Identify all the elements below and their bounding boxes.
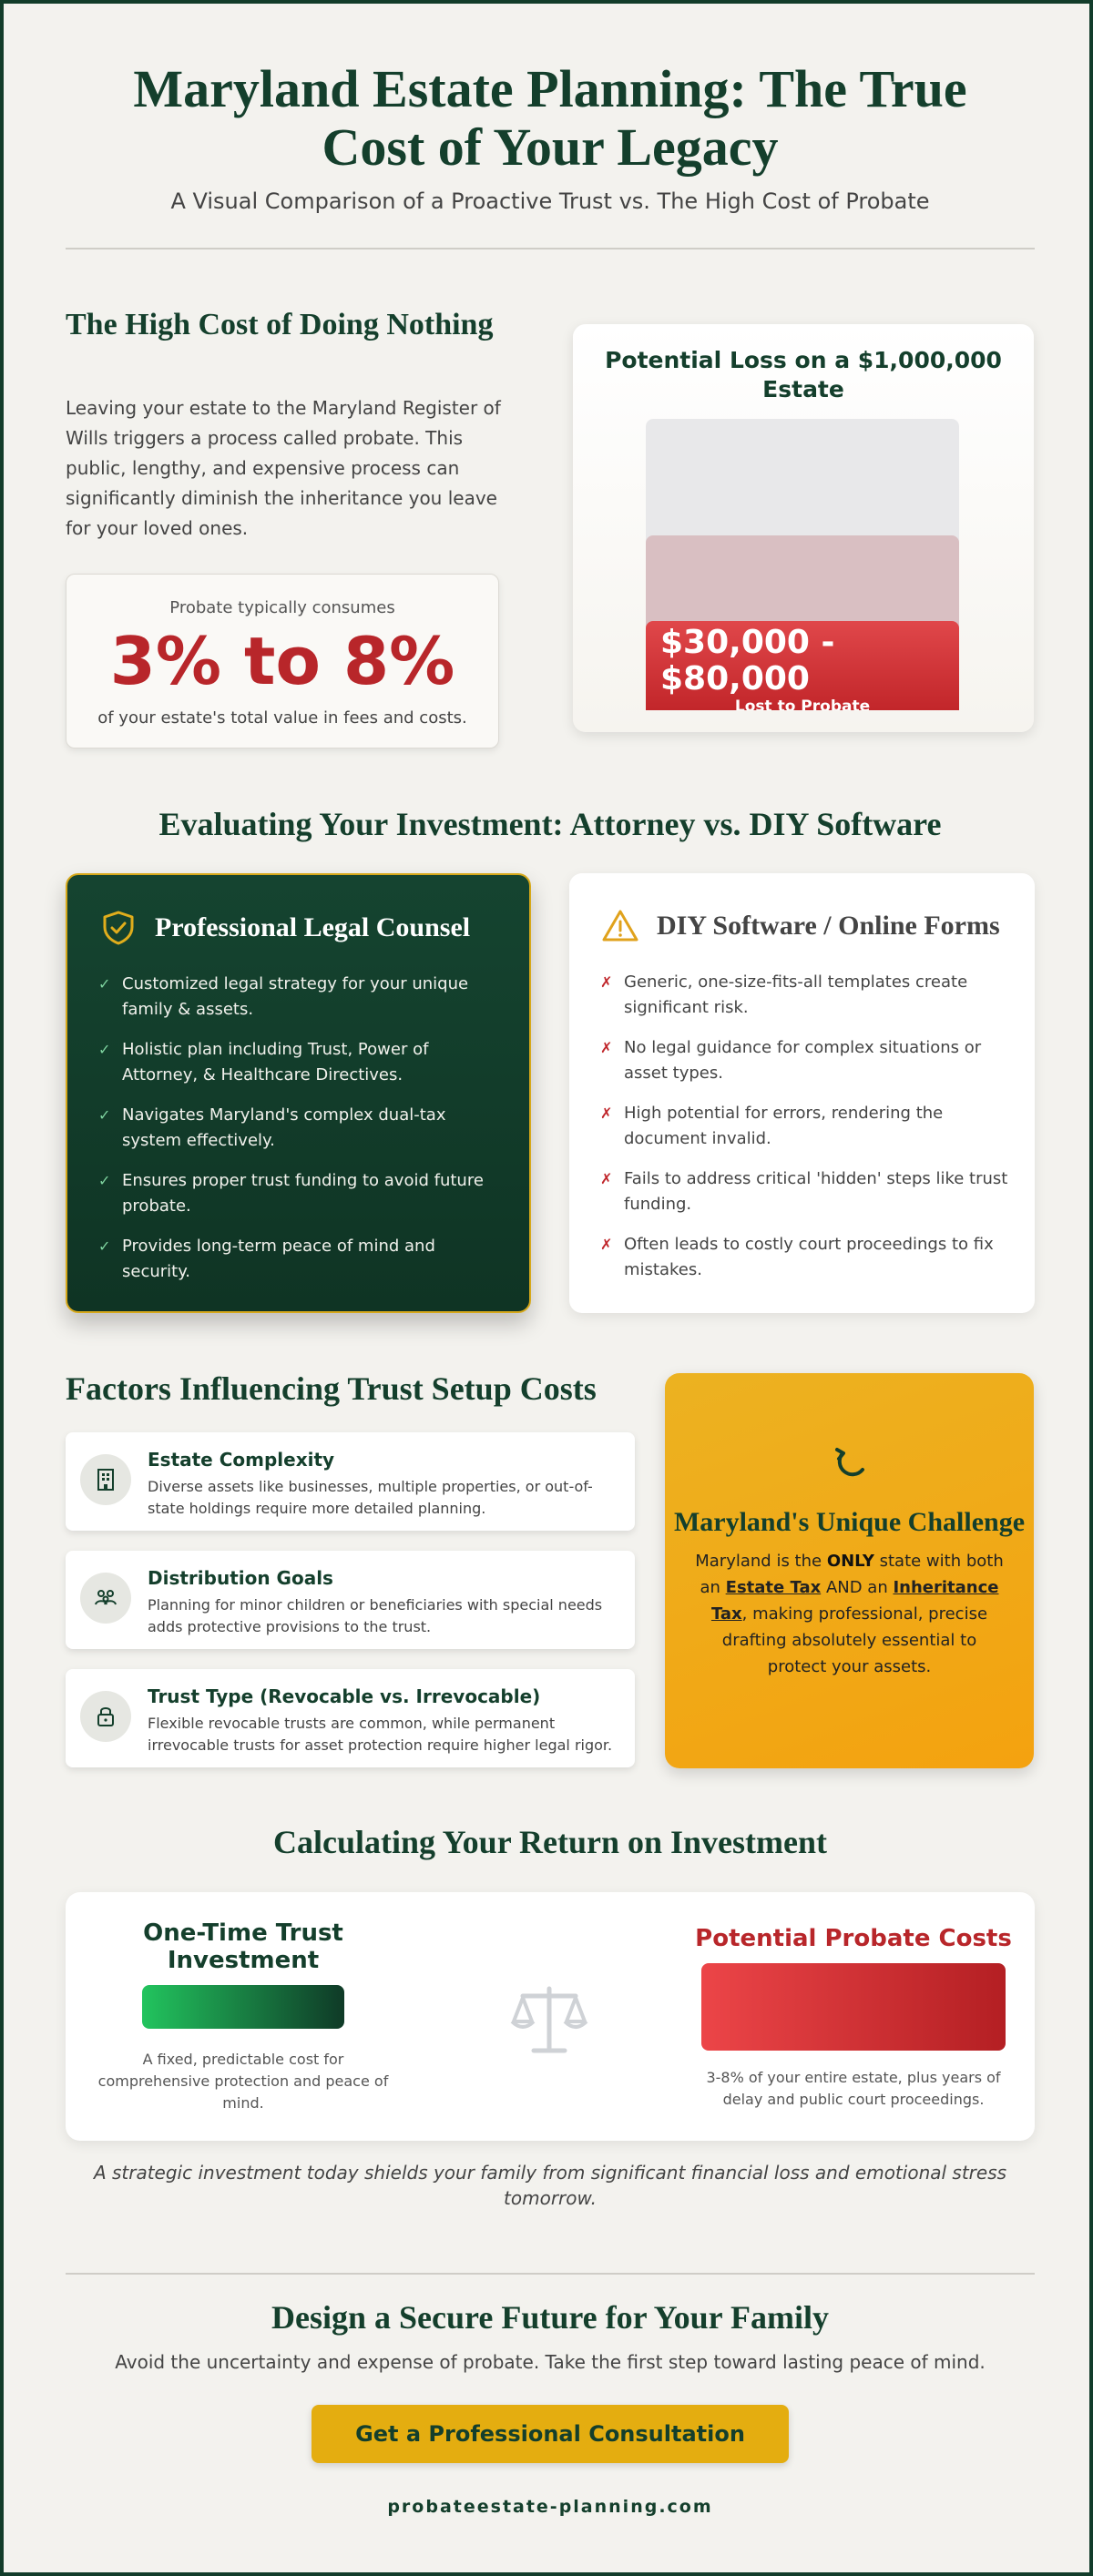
probate-stat-card [66,574,499,748]
factors-section-title: Factors Influencing Trust Setup Costs [66,1370,597,1407]
challenge-text: Maryland is the ONLY state with both an Estate Tax AND an Inheritance Tax, making professional, precise drafting absolutely essential to protect your assets. [695,1552,1004,1676]
list-item: ✓ Customized legal strategy for your unique family & assets. [98,972,508,1023]
list-item: ✓ Holistic plan including Trust, Power of Attorney, & Healthcare Directives. [98,1037,508,1088]
lock-icon [93,1704,118,1729]
diy-feature-list [600,970,1010,1298]
roi-card [66,1892,1035,2141]
check-icon: ✓ [98,1237,111,1255]
roi-probate [694,1925,1013,2111]
site-url[interactable]: probateestate-planning.com [387,2497,713,2517]
list-item: ✓ Navigates Maryland's complex dual-tax system effectively. [98,1103,508,1154]
factor-distribution-goals [66,1551,635,1649]
check-icon: ✓ [98,1172,111,1189]
factor-desc: Planning for minor children or beneficiaries with special needs adds protective provisions to the trust. [148,1596,603,1635]
consultation-button[interactable]: Get a Professional Consultation [312,2405,789,2463]
factor-title: Distribution Goals [148,1567,333,1589]
roi-section-title: Calculating Your Return on Investment [272,1824,828,1860]
check-icon: ✓ [98,1106,111,1124]
balance-scale-icon [510,1980,588,2058]
page-title: Maryland Estate Planning: The True Cost of Your Legacy [133,59,967,177]
diy-software-card [569,873,1035,1313]
professional-feature-list [98,972,508,1299]
challenge-title: Maryland's Unique Challenge [673,1507,1026,1537]
warning-triangle-icon [600,906,640,946]
roi-investment-desc: A fixed, predictable cost for comprehensive protection and peace of mind. [97,2051,389,2112]
maryland-challenge-card [665,1373,1034,1768]
list-item: ✗ High potential for errors, rendering the document invalid. [600,1101,1010,1152]
factor-title: Trust Type (Revocable vs. Irrevocable) [148,1685,541,1707]
cost-section-title: The High Cost of Doing Nothing [66,308,494,341]
cross-icon: ✗ [600,973,613,991]
roi-quote: A strategic investment today shields your family from significant financial loss and emotional stress tomorrow. [93,2162,1007,2209]
building-icon [93,1467,118,1492]
loss-amount: $30,000 - $80,000 [660,624,835,697]
roi-investment-title: One-Time Trust Investment [143,1919,343,1974]
compare-section-title: Evaluating Your Investment: Attorney vs. DIY Software [158,806,942,842]
loss-caption: Lost to Probate [734,697,871,710]
page-subtitle: A Visual Comparison of a Proactive Trust vs. The High Cost of Probate [170,188,930,214]
investment-bar [142,1985,344,2029]
professional-card-title: Professional Legal Counsel [155,912,471,942]
list-item: ✗ No legal guidance for complex situations or asset types. [600,1035,1010,1086]
factor-title: Estate Complexity [148,1449,335,1471]
list-item: ✓ Provides long-term peace of mind and security. [98,1234,508,1285]
check-icon: ✓ [98,975,111,993]
loss-chart-title: Potential Loss on a $1,000,000 Estate [605,347,1002,402]
roi-investment [93,1919,393,2114]
list-item: ✗ Fails to address critical 'hidden' steps like trust funding. [600,1166,1010,1217]
family-icon [93,1585,118,1611]
stat-value: 3% to 8% [109,623,455,699]
cross-icon: ✗ [600,1170,613,1187]
list-item: ✗ Generic, one-size-fits-all templates create significant risk. [600,970,1010,1021]
diy-card-title: DIY Software / Online Forms [657,911,1000,941]
professional-counsel-card [66,873,531,1313]
factor-desc: Flexible revocable trusts are common, while permanent irrevocable trusts for asset protection require higher legal rigor. [148,1715,613,1754]
probate-bar [701,1963,1006,2051]
cross-icon: ✗ [600,1105,613,1122]
roi-probate-desc: 3-8% of your entire estate, plus years of delay and public court proceedings. [706,2069,1001,2108]
cta-title: Design a Secure Future for Your Family [271,2299,829,2336]
check-icon: ✓ [98,1041,111,1058]
cost-section-body: Leaving your estate to the Maryland Register of Wills triggers a process called probate. This public, lengthy, and expensive process can significantly diminish the inheritance you leave for your loved ones. [66,397,501,539]
refresh-arc-icon [828,1442,872,1486]
list-item: ✓ Ensures proper trust funding to avoid future probate. [98,1168,508,1219]
loss-bar [646,419,959,710]
cross-icon: ✗ [600,1039,613,1056]
roi-probate-title: Potential Probate Costs [695,1925,1012,1952]
factor-desc: Diverse assets like businesses, multiple properties, or out-of-state holdings require more detailed planning. [148,1478,593,1517]
factor-estate-complexity [66,1432,635,1531]
divider [66,248,1035,249]
divider [66,2273,1035,2275]
cross-icon: ✗ [600,1236,613,1253]
factor-trust-type [66,1669,635,1767]
stat-footnote: of your estate's total value in fees and costs. [97,708,467,728]
shield-check-icon [98,908,138,948]
stat-label: Probate typically consumes [169,598,395,617]
loss-chart-card [573,324,1034,732]
list-item: ✗ Often leads to costly court proceedings to fix mistakes. [600,1232,1010,1283]
cta-subtitle: Avoid the uncertainty and expense of probate. Take the first step toward lasting peace of mind. [115,2351,986,2373]
